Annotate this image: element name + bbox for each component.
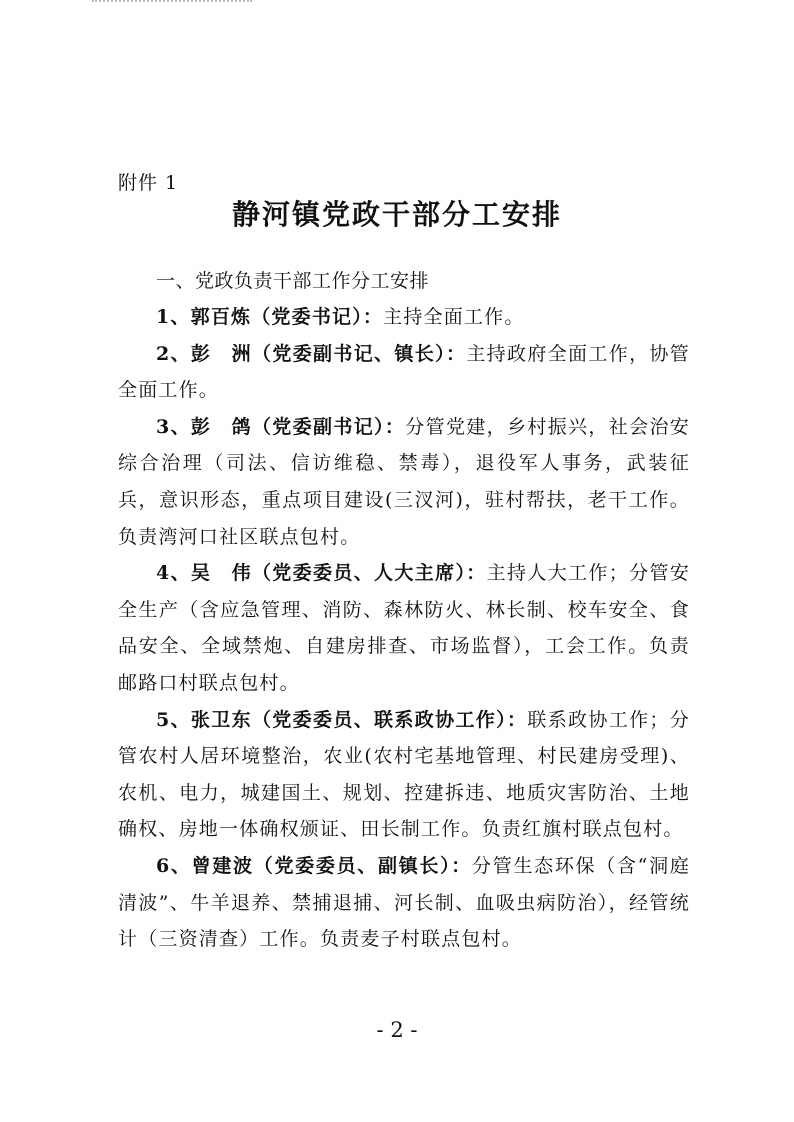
document-title: 静河镇党政干部分工安排 bbox=[231, 198, 562, 231]
page-number: - 2 - bbox=[376, 1018, 418, 1042]
duty-item-lead: 6、曾建波（党委委员、副镇长）： bbox=[156, 854, 473, 877]
duty-item-1 bbox=[118, 299, 690, 336]
duty-item-text: 主持全面工作。 bbox=[383, 306, 525, 328]
section-heading: 一、党政负责干部工作分工安排 bbox=[156, 270, 430, 292]
duty-item-lead: 2、彭 洲（党委副书记、镇长）： bbox=[156, 342, 467, 365]
duty-item-3 bbox=[118, 409, 690, 555]
duty-item-2 bbox=[118, 336, 690, 409]
duty-item-5 bbox=[118, 702, 690, 848]
duty-item-text: 主持人大工作；分管安全生产（含应急管理、消防、森林防火、林长制、校车安全、食品安全、全域禁炮、自建房排查、市场监督），工会工作。负责邮路口村联点包村。 bbox=[118, 562, 690, 694]
duty-item-text: 分管生态环保（含“洞庭清波”、牛羊退养、禁捕退捕、河长制、血吸虫病防治），经管统计（三资清查）工作。负责麦子村联点包村。 bbox=[118, 854, 691, 951]
attachment-label: 附件 1 bbox=[118, 172, 179, 194]
duty-item-4 bbox=[118, 555, 690, 701]
duty-item-6 bbox=[118, 848, 690, 958]
duty-item-lead: 5、张卫东（党委委员、联系政协工作）： bbox=[156, 708, 528, 731]
document-body bbox=[118, 263, 690, 958]
duty-item-lead: 1、郭百炼（党委书记）： bbox=[156, 306, 384, 328]
duty-item-lead: 4、吴 伟（党委委员、人大主席）： bbox=[156, 562, 487, 585]
scan-artifact bbox=[92, 0, 252, 4]
duty-item-text: 联系政协工作；分管农村人居环境整治，农业(农村宅基地管理、村民建房受理)、农机、电力，城建国土、规划、控建拆违、地质灾害防治、土地确权、房地一体确权颁证、田长制工作。负责红旗村联点包村。 bbox=[118, 708, 690, 841]
duty-item-text: 分管党建，乡村振兴，社会治安综合治理（司法、信访维稳、禁毒），退役军人事务，武装征兵，意识形态，重点项目建设(三汊河)，驻村帮扶，老干工作。负责湾河口社区联点包村。 bbox=[118, 415, 690, 548]
duty-item-lead: 3、彭 鸽（党委副书记）： bbox=[156, 415, 406, 438]
duty-item-text: 主持政府全面工作，协管全面工作。 bbox=[118, 342, 691, 402]
